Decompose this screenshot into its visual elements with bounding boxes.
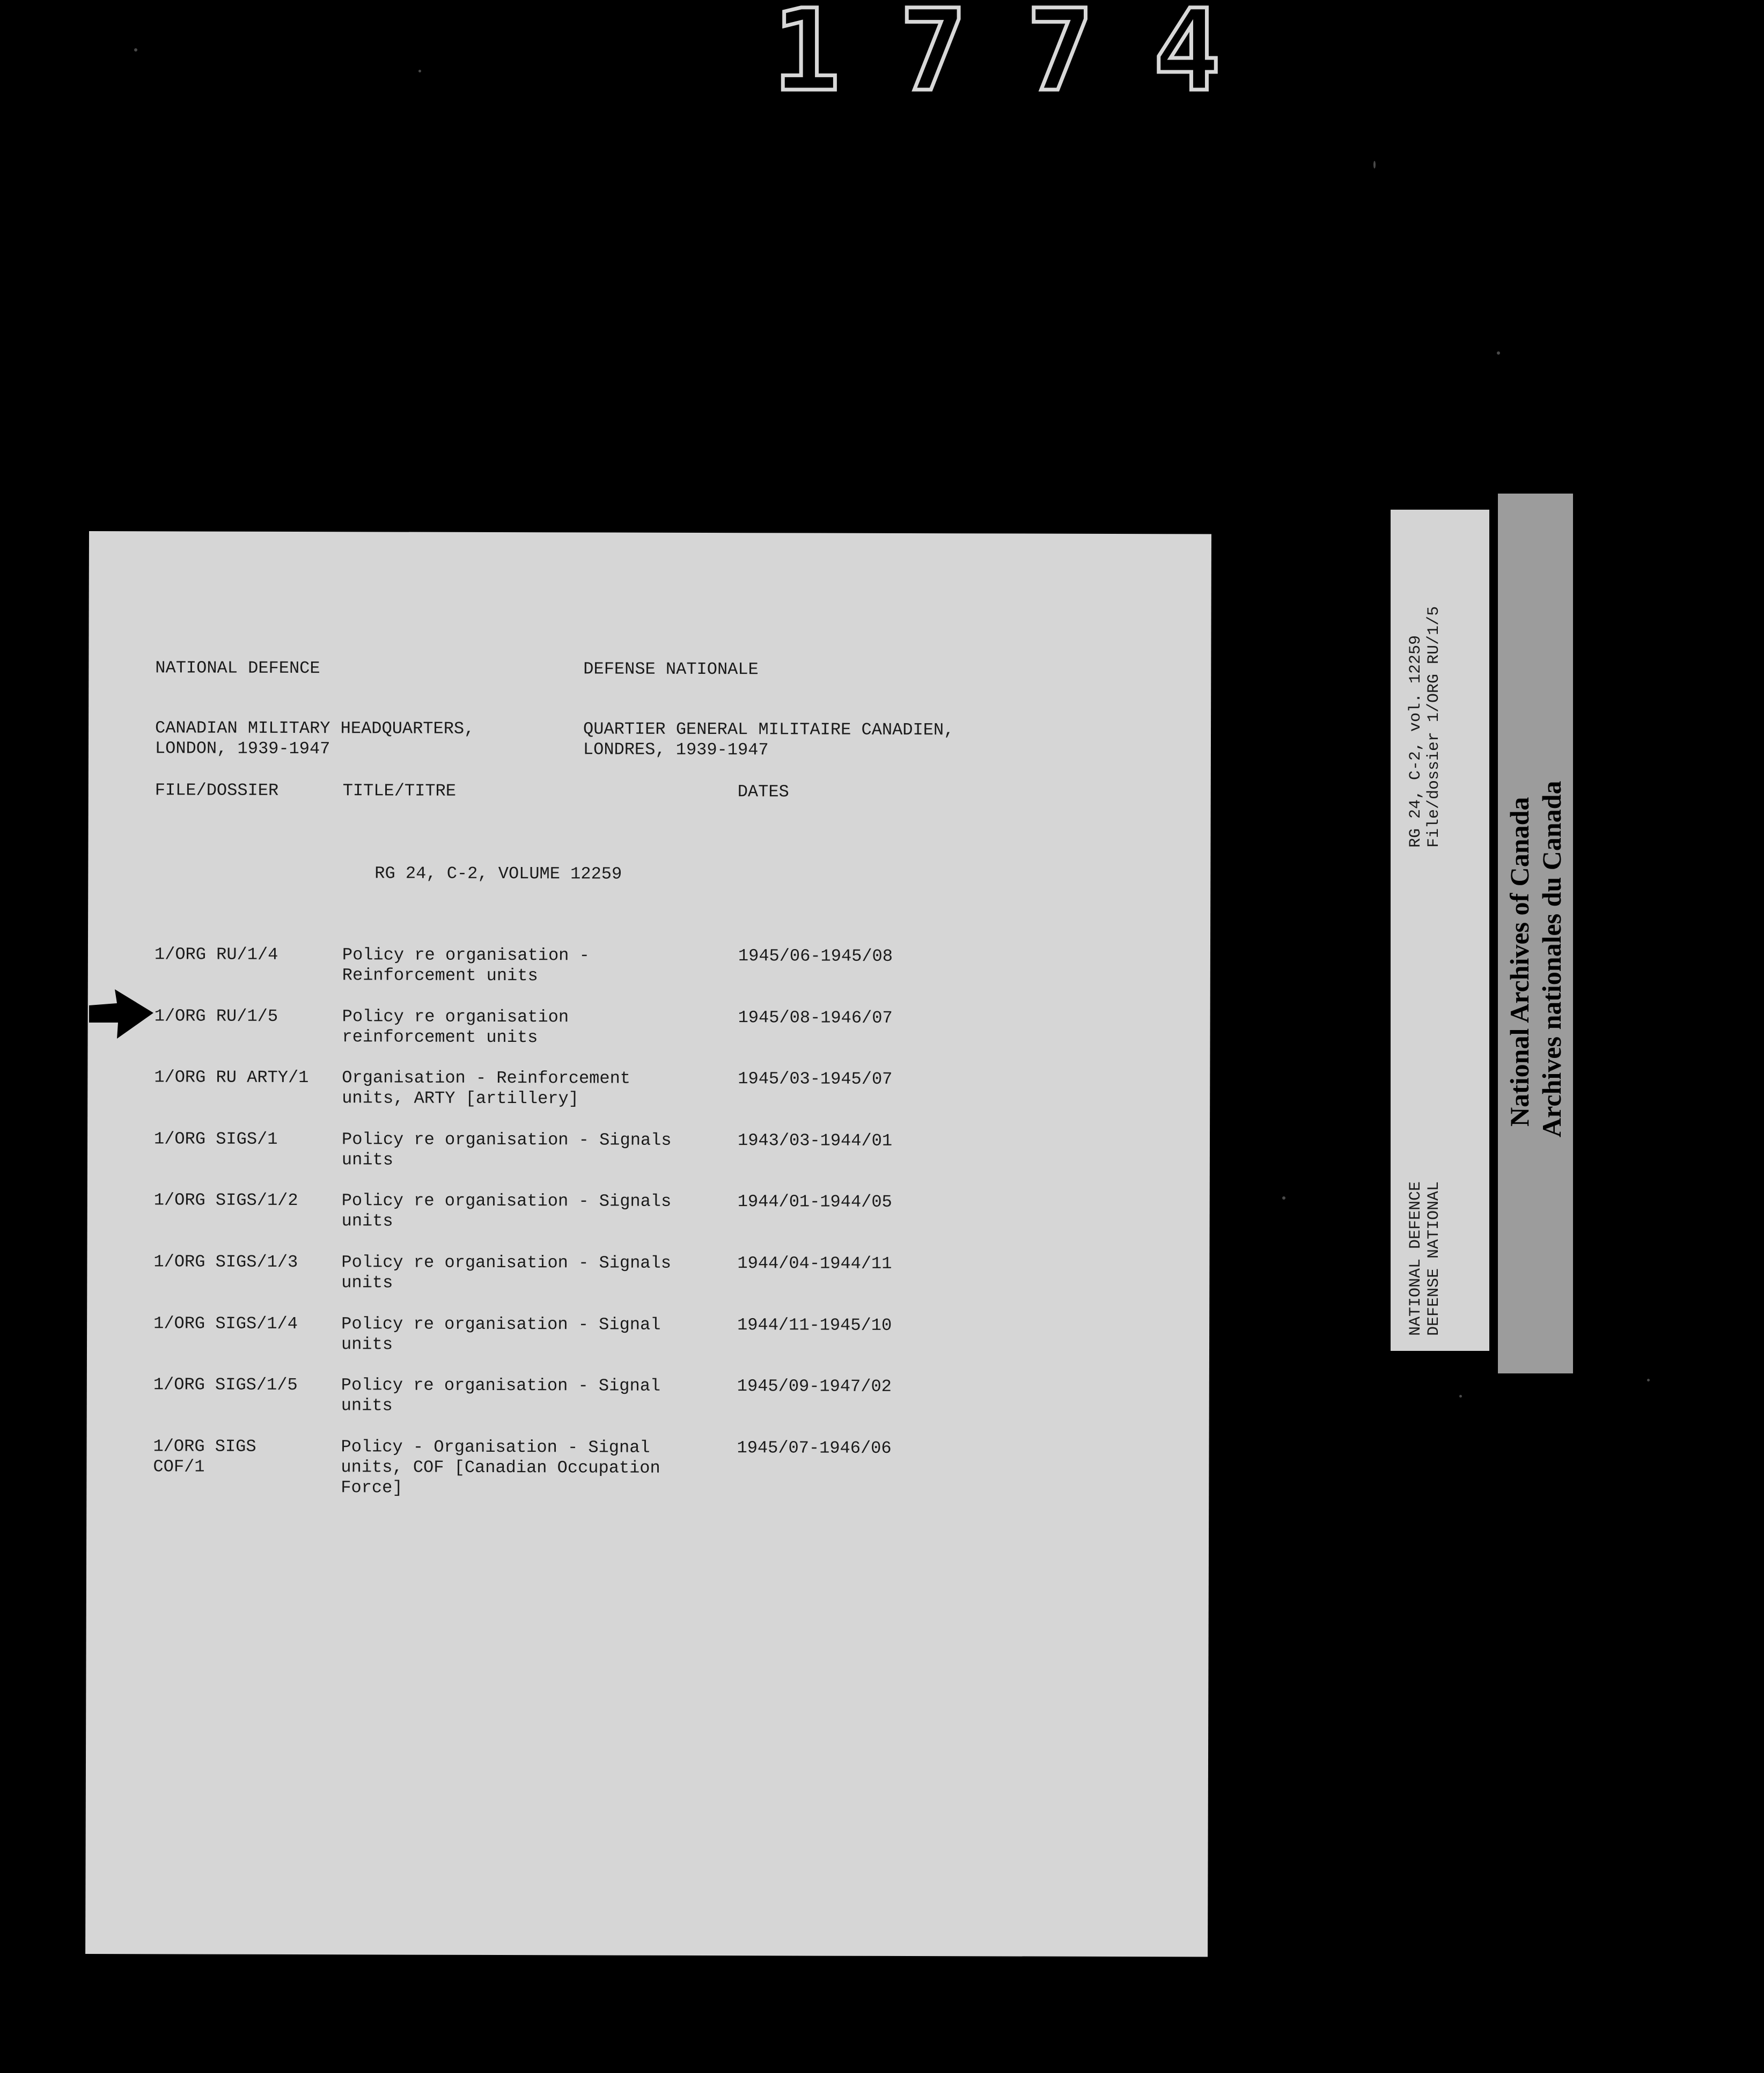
row-title-line-1: Policy re organisation - Signals [341,1190,672,1211]
dust-speck [1647,1379,1650,1381]
row-title-line-1: Policy re organisation - Signals [341,1129,672,1150]
archives-name-english: National Archives of Canada [1504,797,1534,1127]
column-header-file: FILE/DOSSIER [155,780,279,800]
volume-heading: RG 24, C-2, VOLUME 12259 [374,863,622,884]
row-title-line-2: units [341,1395,393,1416]
label-reference-line-1: RG 24, C-2, vol. 12259 [1407,635,1425,848]
label-department-line-1: NATIONAL DEFENCE [1407,1181,1425,1336]
archives-name-french: Archives nationales du Canada [1537,781,1567,1137]
row-title-line-1: Policy - Organisation - Signal [341,1437,650,1458]
row-file: 1/ORG SIGS [153,1436,256,1457]
org-right-line-1: QUARTIER GENERAL MILITAIRE CANADIEN, [583,719,954,740]
frame-number: 1774 [773,0,1280,116]
arrow-right-icon [89,989,153,1039]
row-title-line-2: units [341,1150,393,1170]
row-file: 1/ORG RU/1/4 [154,944,278,965]
row-file: 1/ORG SIGS/1/2 [153,1190,298,1211]
column-header-dates: DATES [737,782,789,802]
row-file: 1/ORG RU ARTY/1 [154,1067,309,1088]
row-dates: 1944/01-1944/05 [737,1192,892,1212]
column-header-title: TITLE/TITRE [342,781,457,801]
row-dates: 1943/03-1944/01 [737,1130,893,1151]
org-left-line-2: LONDON, 1939-1947 [155,738,330,759]
row-title-line-2: units [341,1273,393,1293]
row-title-line-1: Policy re organisation - [342,945,590,966]
row-dates: 1945/08-1946/07 [738,1008,893,1028]
label-department-line-2: DEFENSE NATIONAL [1425,1181,1443,1336]
org-left-line-1: CANADIAN MILITARY HEADQUARTERS, [155,718,475,739]
document-sheet [85,531,1211,1957]
dust-speck [1282,1196,1285,1200]
row-title-line-1: Policy re organisation - Signal [341,1375,661,1396]
row-file: 1/ORG RU/1/5 [154,1006,278,1026]
row-title-line-2: units [341,1334,393,1355]
row-file: 1/ORG SIGS/1/5 [153,1374,298,1395]
row-title-line-1: Organisation - Reinforcement [342,1068,631,1089]
row-title-line-2: units [341,1211,393,1231]
row-file: 1/ORG SIGS/1/4 [153,1313,298,1334]
dust-speck [1459,1395,1462,1398]
row-file: 1/ORG SIGS/1 [153,1129,278,1149]
archives-strip [1498,494,1573,1373]
org-right-line-2: LONDRES, 1939-1947 [583,739,769,760]
label-reference-line-2: File/dossier 1/ORG RU/1/5 [1425,606,1443,848]
row-dates: 1945/03-1945/07 [738,1069,893,1089]
row-title-line-2: reinforcement units [342,1027,538,1048]
row-dates: 1945/07-1946/06 [737,1438,892,1458]
row-file: 1/ORG SIGS/1/3 [153,1252,298,1273]
header-left: NATIONAL DEFENCE [155,658,320,679]
row-dates: 1944/11-1945/10 [737,1315,892,1335]
dust-speck [1497,351,1500,355]
row-dates: 1945/09-1947/02 [737,1376,892,1396]
dust-speck [1373,161,1376,168]
row-dates: 1944/04-1944/11 [737,1253,892,1274]
dust-speck [134,48,137,52]
row-title-line-3: Force] [341,1477,403,1498]
row-dates: 1945/06-1945/08 [738,946,893,966]
row-title-line-2: units, COF [Canadian Occupation [341,1457,660,1478]
row-title-line-1: Policy re organisation - Signal [341,1314,661,1335]
row-file-line-2: COF/1 [153,1457,205,1477]
row-title-line-2: units, ARTY [artillery] [342,1088,579,1109]
row-title-line-1: Policy re organisation [342,1006,569,1027]
file-label-strip [1391,510,1489,1351]
row-title-line-1: Policy re organisation - Signals [341,1252,671,1273]
header-right: DEFENSE NATIONALE [583,659,759,680]
row-title-line-2: Reinforcement units [342,965,538,986]
dust-speck [418,70,421,72]
